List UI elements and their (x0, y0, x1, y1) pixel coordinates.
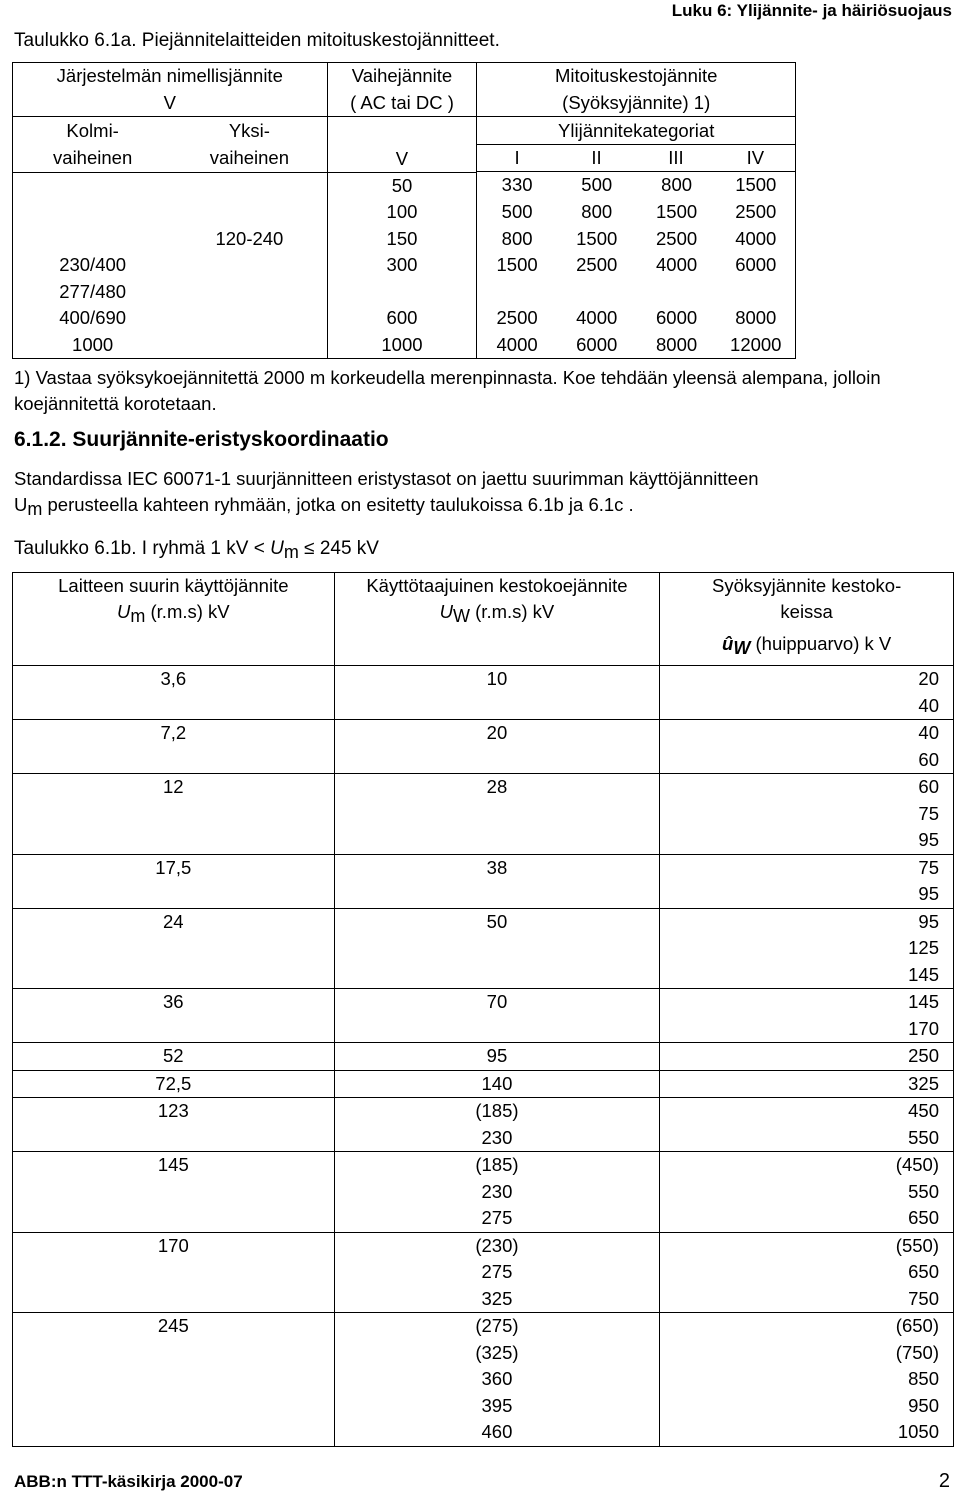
cell-uhat (660, 666, 954, 720)
header-rated-voltage: Mitoituskestojännite (Syöksyjännite) 1) (477, 63, 796, 117)
cell-uhat-value: 650 (908, 1261, 939, 1282)
cell-uhat-value: 450 (908, 1100, 939, 1121)
table-1b-row (13, 1070, 954, 1098)
cell-uw-value: 395 (481, 1394, 513, 1416)
cell-uhat-value: 20 (918, 668, 939, 689)
cell-um (13, 1152, 335, 1233)
cell-uhat (660, 1152, 954, 1233)
cell-uhat-value: 40 (918, 694, 939, 716)
cell-uhat-value: 850 (908, 1368, 939, 1389)
table-1b-row (13, 1043, 954, 1071)
cell-uhat-value: 550 (908, 1126, 939, 1148)
cell-uw (334, 1313, 660, 1447)
table-1b-row (13, 774, 954, 855)
cell-uhat-value: 650 (908, 1207, 939, 1228)
cell-um-value: 3,6 (160, 668, 187, 689)
cell-um (13, 989, 335, 1043)
cell-uhat-value: 750 (908, 1287, 939, 1309)
cell-um-value: 145 (157, 1154, 189, 1175)
table-1b (12, 572, 954, 1447)
cell-uhat-value: 250 (908, 1045, 939, 1066)
table-1b-header (13, 573, 954, 666)
cell-uw (334, 1070, 660, 1098)
cell-uw-value: 230 (481, 1126, 513, 1148)
cell-um (13, 854, 335, 908)
cell-um-value: 245 (157, 1315, 189, 1336)
cell-uw-value: 50 (486, 910, 508, 932)
cell-um (13, 1043, 335, 1071)
cell-uhat-value: 95 (918, 829, 939, 850)
cell-um-value: 24 (163, 910, 184, 932)
cell-uhat-value: 95 (918, 883, 939, 904)
page-number: 2 (938, 1470, 950, 1492)
table-1a-header-row-2 (13, 117, 796, 173)
cell-uhat (660, 989, 954, 1043)
table-1b-row (13, 854, 954, 908)
table-1a-row: 50 330 500 800 1500 (13, 172, 796, 199)
cell-um-value: 170 (157, 1234, 189, 1256)
cell-um-value: 17,5 (155, 856, 192, 878)
cell-uw-value: (230) (475, 1234, 519, 1256)
cell-uhat-value: 950 (908, 1394, 939, 1416)
cell-uhat (660, 1070, 954, 1098)
cell-uw-value: 95 (486, 1045, 508, 1066)
cell-um-value: 12 (163, 776, 184, 797)
cell-uhat-value: (550) (895, 1234, 939, 1256)
table-1a-row: 277/480 (13, 279, 796, 306)
cell-uhat-value: 1050 (897, 1421, 939, 1442)
cell-um (13, 666, 335, 720)
cell-uw-value: 325 (481, 1287, 513, 1309)
cell-uhat (660, 908, 954, 989)
cell-uhat-value: 145 (908, 991, 939, 1012)
cell-um (13, 1098, 335, 1152)
cell-um-value: 72,5 (155, 1072, 192, 1094)
table-1a-row: 230/400 300 1500 2500 4000 6000 (13, 252, 796, 279)
cell-uhat-value: 60 (918, 776, 939, 797)
cell-uw (334, 1152, 660, 1233)
table-1a-row: 400/690 600 2500 4000 6000 8000 (13, 305, 796, 332)
cell-uhat-value: 75 (918, 856, 939, 878)
table-1b-caption: Taulukko 6.1b. I ryhmä 1 kV < Um ≤ 245 kV (14, 538, 379, 562)
table-1a (12, 62, 796, 359)
cell-um (13, 1232, 335, 1313)
cell-uw-value: 275 (481, 1261, 513, 1282)
cell-uw (334, 908, 660, 989)
cell-uw (334, 854, 660, 908)
cell-um (13, 720, 335, 774)
header-power-frequency-withstand: Käyttötaajuinen kestokoejännite UW (r.m.s) kV (334, 573, 660, 666)
cell-uhat (660, 1098, 954, 1152)
header-max-operating-voltage: Laitteen suurin käyttöjännite Um (r.m.s) kV (13, 573, 335, 666)
cell-uhat-value: 145 (908, 963, 939, 985)
cell-uhat-value: 550 (908, 1180, 939, 1202)
table-1b-row (13, 666, 954, 720)
cell-uw-value: 70 (486, 991, 508, 1012)
cell-uw-value: 275 (481, 1207, 513, 1228)
cell-uhat (660, 1232, 954, 1313)
section-heading: 6.1.2. Suurjännite-eristyskoordinaatio (14, 428, 389, 451)
cell-uhat-value: 60 (918, 748, 939, 770)
cell-um (13, 1313, 335, 1447)
cell-um-value: 123 (157, 1100, 189, 1121)
cell-uhat-value: (450) (895, 1154, 939, 1175)
table-1a-footnote: 1) Vastaa syöksykoejännitettä 2000 m korkeudella merenpinnasta. Koe tehdään yleensä alempana, jolloin koejännitettä korotetaan. (14, 367, 881, 414)
table-1b-row (13, 1232, 954, 1313)
cell-uw-value: 28 (486, 776, 508, 797)
cell-uhat-value: 170 (908, 1017, 939, 1039)
cell-um (13, 1070, 335, 1098)
cell-uw (334, 1043, 660, 1071)
cell-uhat-value: 40 (918, 722, 939, 743)
cell-uw (334, 989, 660, 1043)
cell-uhat (660, 720, 954, 774)
header-phase-voltage: Vaihejännite ( AC tai DC ) (327, 63, 477, 117)
cell-um-value: 36 (163, 991, 184, 1012)
table-1b-row (13, 1313, 954, 1447)
table-1a-row: 1000 1000 4000 6000 8000 12000 (13, 332, 796, 359)
cell-uw-value: (185) (475, 1100, 519, 1121)
cell-um-value: 52 (163, 1045, 184, 1066)
cell-uw-value: 10 (486, 668, 508, 689)
cell-uhat (660, 1313, 954, 1447)
table-1b-row (13, 720, 954, 774)
header-three-phase: Kolmi- vaiheinen (13, 117, 173, 173)
cell-uhat (660, 1043, 954, 1071)
cell-uw-value: 230 (481, 1180, 513, 1202)
table-1a-row: 100 500 800 1500 2500 (13, 199, 796, 226)
cell-uw-value: (325) (475, 1341, 519, 1363)
cell-uw (334, 720, 660, 774)
cell-uw-value: (275) (475, 1315, 519, 1336)
cell-uw-value: 360 (481, 1368, 513, 1389)
cell-uw (334, 666, 660, 720)
cell-uw-value: 460 (481, 1421, 513, 1442)
cell-uhat (660, 854, 954, 908)
section-paragraph: Standardissa IEC 60071-1 suurjännitteen eristystasot on jaettu suurimman käyttöjännitteen Um perusteella kahteen ryhmään, jotka on esitetty taulukoissa 6.1b ja 6.1c . (14, 468, 759, 519)
cell-um-value: 7,2 (160, 722, 187, 743)
table-1b-row (13, 1152, 954, 1233)
cell-uw-value: 140 (481, 1072, 513, 1094)
cell-uhat-value: 325 (908, 1072, 939, 1094)
footer-title: ABB:n TTT-käsikirja 2000-07 (14, 1472, 243, 1491)
cell-uhat-value: 95 (918, 910, 939, 932)
cell-um (13, 774, 335, 855)
table-1b-row (13, 908, 954, 989)
cell-uw (334, 1098, 660, 1152)
cell-uhat-value: 125 (908, 937, 939, 958)
cell-uw-value: (185) (475, 1154, 519, 1175)
chapter-header: Luku 6: Ylijännite- ja häiriösuojaus (671, 1, 952, 20)
table-1b-row (13, 1098, 954, 1152)
cell-um (13, 908, 335, 989)
table-1a-caption: Taulukko 6.1a. Piejännitelaitteiden mitoituskestojännitteet. (14, 30, 500, 51)
cell-uhat-value: (650) (895, 1315, 939, 1336)
cell-uw-value: 20 (486, 722, 508, 743)
header-single-phase: Yksi- vaiheinen (172, 117, 327, 173)
table-1a-header-row-1 (13, 63, 796, 117)
cell-uhat (660, 774, 954, 855)
cell-uw (334, 774, 660, 855)
table-1b-row (13, 989, 954, 1043)
header-v: V (327, 117, 477, 173)
header-system-voltage: Järjestelmän nimellisjännite V (13, 63, 328, 117)
header-categories: Ylijännitekategoriat I II III IV (477, 117, 796, 173)
header-impulse-withstand: Syöksyjännite kestoko- keissa ûW (huippuarvo) k V (660, 573, 954, 666)
cell-uw-value: 38 (486, 856, 508, 878)
cell-uhat-value: 75 (918, 802, 939, 824)
cell-uhat-value: (750) (895, 1341, 939, 1363)
cell-uw (334, 1232, 660, 1313)
table-1a-row: 120-240 150 800 1500 2500 4000 (13, 226, 796, 253)
